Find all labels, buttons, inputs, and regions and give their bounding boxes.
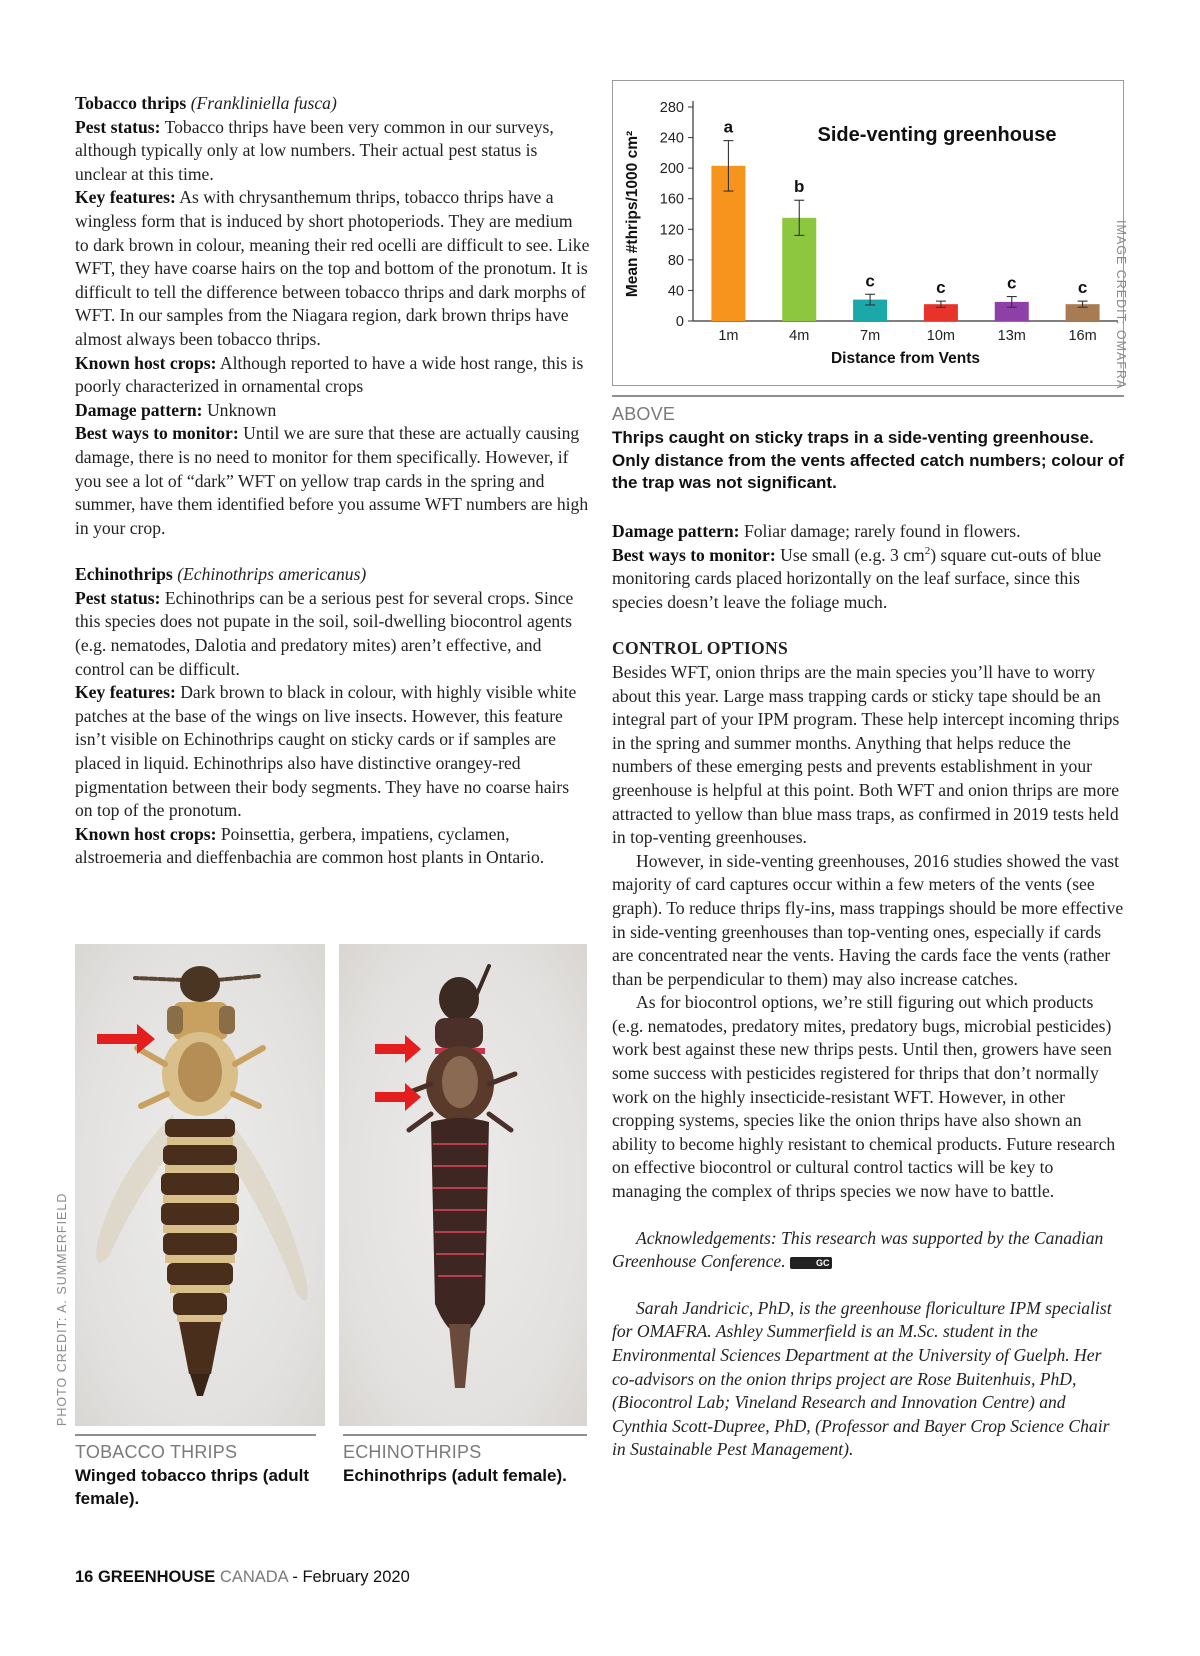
damage-label: Damage pattern:: [75, 399, 203, 420]
chart-svg: [613, 81, 1125, 387]
y-tick-label: 160: [659, 191, 684, 208]
chart-title: Side-venting greenhouse: [817, 124, 1057, 146]
y-tick-label: 280: [659, 100, 684, 116]
tobacco-key-features: [75, 186, 590, 351]
host-crops-label: Known host crops:: [75, 352, 217, 373]
pest-status-label: Pest status:: [75, 587, 161, 608]
echino-monitor: [612, 544, 1124, 615]
monitor-text: Until we are sure that these are actually causing damage, there is no need to monitor for them specifically. However, if you see a lot of “dark” WFT on yellow trap cards in the spring and summer, have them identified before you assume WFT numbers are high in your crop.: [75, 423, 589, 538]
control-options-heading: CONTROL OPTIONS: [612, 638, 789, 659]
tobacco-pest-status: [75, 116, 590, 187]
magazine-name-light: CANADA: [219, 1568, 288, 1586]
tobacco-damage: [75, 399, 590, 423]
image-credit: [1114, 220, 1148, 390]
monitor-label: Best ways to monitor:: [75, 423, 239, 444]
tobacco-title: Tobacco thrips: [75, 93, 187, 113]
significance-letter: b: [794, 177, 805, 197]
bar-chart: [612, 80, 1124, 386]
monitor-sup: 2: [924, 544, 931, 557]
chart-caption-rule: [612, 395, 1124, 397]
tobacco-thrips-photo: [75, 944, 325, 1426]
damage-label: Damage pattern:: [612, 521, 740, 541]
tobacco-caption-rule: [75, 1434, 316, 1436]
echino-caption-rule: [343, 1434, 587, 1436]
significance-letter: c: [936, 278, 946, 298]
tobacco-host-crops: [75, 352, 590, 399]
chart-caption-body: Thrips caught on sticky traps in a side-venting greenhouse. Only distance from the vents affected catch numbers; colour of the trap was not significant.: [612, 428, 1124, 492]
x-axis-label: Distance from Vents: [830, 350, 981, 367]
tobacco-latin: (Frankliniella fusca): [190, 93, 337, 113]
echino-title: Echinothrips: [75, 564, 173, 585]
x-tick-label: 10m: [926, 328, 956, 344]
significance-letter: c: [865, 271, 875, 291]
y-tick-label: 80: [667, 252, 684, 269]
chart-caption-head: ABOVE: [612, 404, 676, 424]
key-features-label: Key features:: [75, 682, 176, 703]
key-features-label: Key features:: [75, 187, 176, 208]
control-para-2: However, in side-venting greenhouses, 2016 studies showed the vast majority of card captures occur within a few meters of the vents (see graph). To reduce thrips fly-ins, mass trappings should be more effective in side-venting greenhouses than top-venting ones, especially if cards are concentrated near the vents. Having the cards face the vents (rather than be perpendicular to them) may also increase catches.: [612, 850, 1124, 989]
key-features-text: As with chrysanthemum thrips, tobacco thrips have a wingless form that is induced by short photoperiods. They are medium to dark brown in colour, meaning their red ocelli are difficult to see. Like WFT, they have coarse hairs on the top and bottom of the pronotum. It is difficult to tell the difference between tobacco thrips and dark morphs of WFT. In our samples from the Niagara region, dark brown thrips have almost always been tobacco thrips.: [75, 187, 590, 349]
tobacco-monitor: [75, 422, 590, 540]
image-credit-text: IMAGE CREDIT: OMAFRA: [1114, 220, 1128, 390]
author-bio-text: Sarah Jandricic, PhD, is the greenhouse floriculture IPM specialist for OMAFRA. Ashley Summerfield is an M.Sc. student in the Environmental Sciences Department at the University of Guelph. Her co-advisors on the onion thrips project are Rose Buitenhuis, PhD, (Biocontrol Lab; Vineland Research and Innovation Centre) and Cynthia Scott-Dupree, PhD, (Professor and Bayer Crop Science Chair in Sustainable Pest Management).: [612, 1297, 1112, 1460]
significance-letter: c: [1007, 273, 1017, 293]
issue-date: - February 2020: [292, 1568, 410, 1586]
pest-status-label: Pest status:: [75, 116, 161, 137]
control-para-1: Besides WFT, onion thrips are the main species you’ll have to worry about this year. Large mass trapping cards or sticky tape should be an integral part of your IPM program. These help intercept incoming thrips in the spring and summer months. Anything that helps reduce the numbers of these emerging pests and prevents establishment in your greenhouse is helpful at this point. Both WFT and onion thrips are more attracted to yellow than blue mass traps, as confirmed in 2019 tests held in top-venting greenhouses.: [612, 661, 1120, 848]
page-footer: [75, 1568, 410, 1587]
photo-credit-text: PHOTO CREDIT: A. SUMMERFIELD: [55, 1192, 69, 1426]
y-tick-label: 240: [659, 130, 684, 147]
tobacco-caption-body: Winged tobacco thrips (adult female).: [75, 1466, 310, 1508]
y-tick-label: 0: [675, 314, 684, 330]
significance-letter: a: [723, 117, 734, 137]
photo-credit: [55, 1192, 75, 1656]
author-bio: [612, 1297, 1124, 1462]
tobacco-heading: [75, 92, 590, 116]
damage-text: Unknown: [206, 399, 277, 420]
echino-host-crops: [75, 823, 590, 870]
x-tick-label: 16m: [1068, 328, 1097, 344]
echino-caption-head: ECHINOTHRIPS: [343, 1442, 482, 1462]
x-tick-label: 4m: [789, 328, 810, 344]
left-column: [75, 92, 590, 870]
x-tick-label: 13m: [997, 328, 1026, 344]
control-para-3: As for biocontrol options, we’re still figuring out which products (e.g. nematodes, predatory mites, predatory bugs, microbial pesticides) work best against these new thrips pests. Until then, growers have seen some success with pesticides registered for thrips that don’t normally work on the highly insecticide-resistant WFT. However, in other cropping systems, species like the onion thrips have also shown an ability to become highly resistant to chemical products. Future research on effective biocontrol or cultural control tactics will be key to managing the complex of thrips species we now have to battle.: [612, 992, 1116, 1202]
host-crops-label: Known host crops:: [75, 823, 217, 844]
echinothrips-photo: [339, 944, 587, 1426]
host-crops-text: Although reported to have a wide host range, this is poorly characterized in ornamental crops: [75, 352, 584, 397]
x-tick-label: 7m: [860, 328, 881, 344]
magazine-name-bold: GREENHOUSE: [97, 1568, 216, 1586]
page-number: 16: [75, 1568, 94, 1586]
monitor-label: Best ways to monitor:: [612, 544, 776, 565]
y-tick-label: 40: [667, 283, 684, 300]
echino-key-features: [75, 681, 590, 823]
y-axis-label: Mean #thrips/1000 cm²: [624, 130, 641, 298]
echino-latin: (Echinothrips americanus): [177, 564, 367, 585]
y-tick-label: 200: [659, 161, 684, 178]
acknowledgements-text: Acknowledgements: This research was supported by the Canadian Greenhouse Conference.: [612, 1227, 1104, 1272]
echino-heading: [75, 563, 590, 587]
monitor-text-2: ) square cut-outs of blue monitoring cards placed horizontally on the leaf surface, since this species doesn’t leave the foliage much.: [612, 544, 1102, 612]
monitor-text-1: Use small (e.g. 3 cm: [780, 544, 925, 565]
echino-pest-status: [75, 587, 590, 681]
damage-text: Foliar damage; rarely found in flowers.: [743, 521, 1021, 541]
key-features-text: Dark brown to black in colour, with highly visible white patches at the base of the wings on live insects. However, this feature isn’t visible on Echinothrips caught on sticky cards or if samples are placed in liquid. Echinothrips also have distinctive orangey-red pigmentation between their body segments. They have no coarse hairs on top of the pronotum.: [75, 682, 577, 821]
y-tick-label: 120: [659, 222, 684, 239]
echino-caption-body: Echinothrips (adult female).: [343, 1466, 567, 1485]
gc-logo-icon: GC: [790, 1257, 832, 1269]
pest-status-text: Echinothrips can be a serious pest for several crops. Since this species does not pupate in the soil, soil-dwelling biocontrol agents (e.g. nematodes, Dalotia and predatory mites) aren’t effective, and control can be difficult.: [75, 587, 574, 679]
host-crops-text: Poinsettia, gerbera, impatiens, cyclamen, alstroemeria and dieffenbachia are common host plants in Ontario.: [75, 823, 545, 868]
pest-status-text: Tobacco thrips have been very common in our surveys, although typically only at low numbers. Their actual pest status is unclear at this time.: [75, 116, 554, 184]
tobacco-caption-head: TOBACCO THRIPS: [75, 1442, 238, 1462]
significance-letter: c: [1077, 278, 1088, 298]
acknowledgements: [612, 1227, 1124, 1274]
echino-damage: [612, 520, 1124, 544]
x-tick-label: 1m: [718, 328, 739, 344]
right-column: [612, 520, 1124, 1462]
